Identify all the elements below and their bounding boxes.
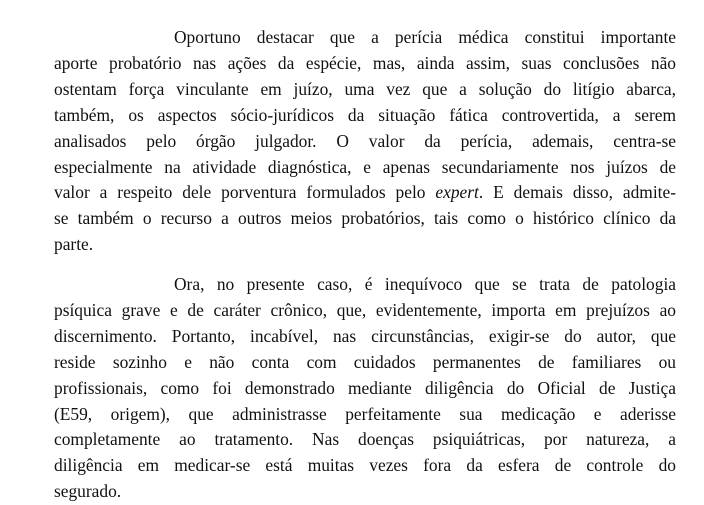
- text-run: valor a respeito dele porventura formulados pelo: [54, 182, 436, 203]
- text-line: segurado.: [54, 481, 122, 502]
- text-line: Oportuno destacar que a perícia médica constitui importante: [174, 27, 676, 47]
- text-line: (E59, origem), que administrasse perfeitamente sua medicação e aderisse: [54, 403, 676, 424]
- text-line: aporte probatório nas ações da espécie, mas, ainda assim, suas conclusões não: [54, 52, 676, 73]
- text-line: completamente ao tratamento. Nas doenças psiquiátricas, por natureza, a: [54, 429, 676, 450]
- paragraph-pericia-medica: [54, 25, 676, 258]
- text-line: psíquica grave e de caráter crônico, que, evidentemente, importa em prejuízos ao: [54, 299, 676, 320]
- italic-term-expert: expert: [435, 182, 479, 203]
- text-line: analisados pelo órgão julgador. O valor da perícia, ademais, centra-se: [54, 130, 676, 151]
- text-line: [54, 180, 676, 206]
- text-line: diligência em medicar-se está muitas vezes fora da esfera de controle do: [54, 455, 676, 476]
- paragraph-patologia-psiquica: [54, 272, 676, 505]
- text-line: discernimento. Portanto, incabível, nas circunstâncias, exigir-se do autor, que: [54, 325, 676, 346]
- text-line: Ora, no presente caso, é inequívoco que se trata de patologia: [174, 274, 676, 294]
- text-line: reside sozinho e não conta com cuidados permanentes de familiares ou: [54, 351, 676, 372]
- text-line: ostentam força vinculante em juízo, uma vez que a solução do litígio abarca,: [54, 78, 676, 99]
- text-run: . E demais disso, admite-: [478, 182, 676, 203]
- text-line: especialmente na atividade diagnóstica, e apenas secundariamente nos juízos de: [54, 156, 676, 177]
- text-line: também, os aspectos sócio-jurídicos da situação fática controvertida, a serem: [54, 104, 676, 125]
- text-line: profissionais, como foi demonstrado mediante diligência do Oficial de Justiça: [54, 377, 676, 398]
- text-line: se também o recurso a outros meios probatórios, tais como o histórico clínico da: [54, 208, 676, 229]
- text-line: parte.: [54, 234, 94, 255]
